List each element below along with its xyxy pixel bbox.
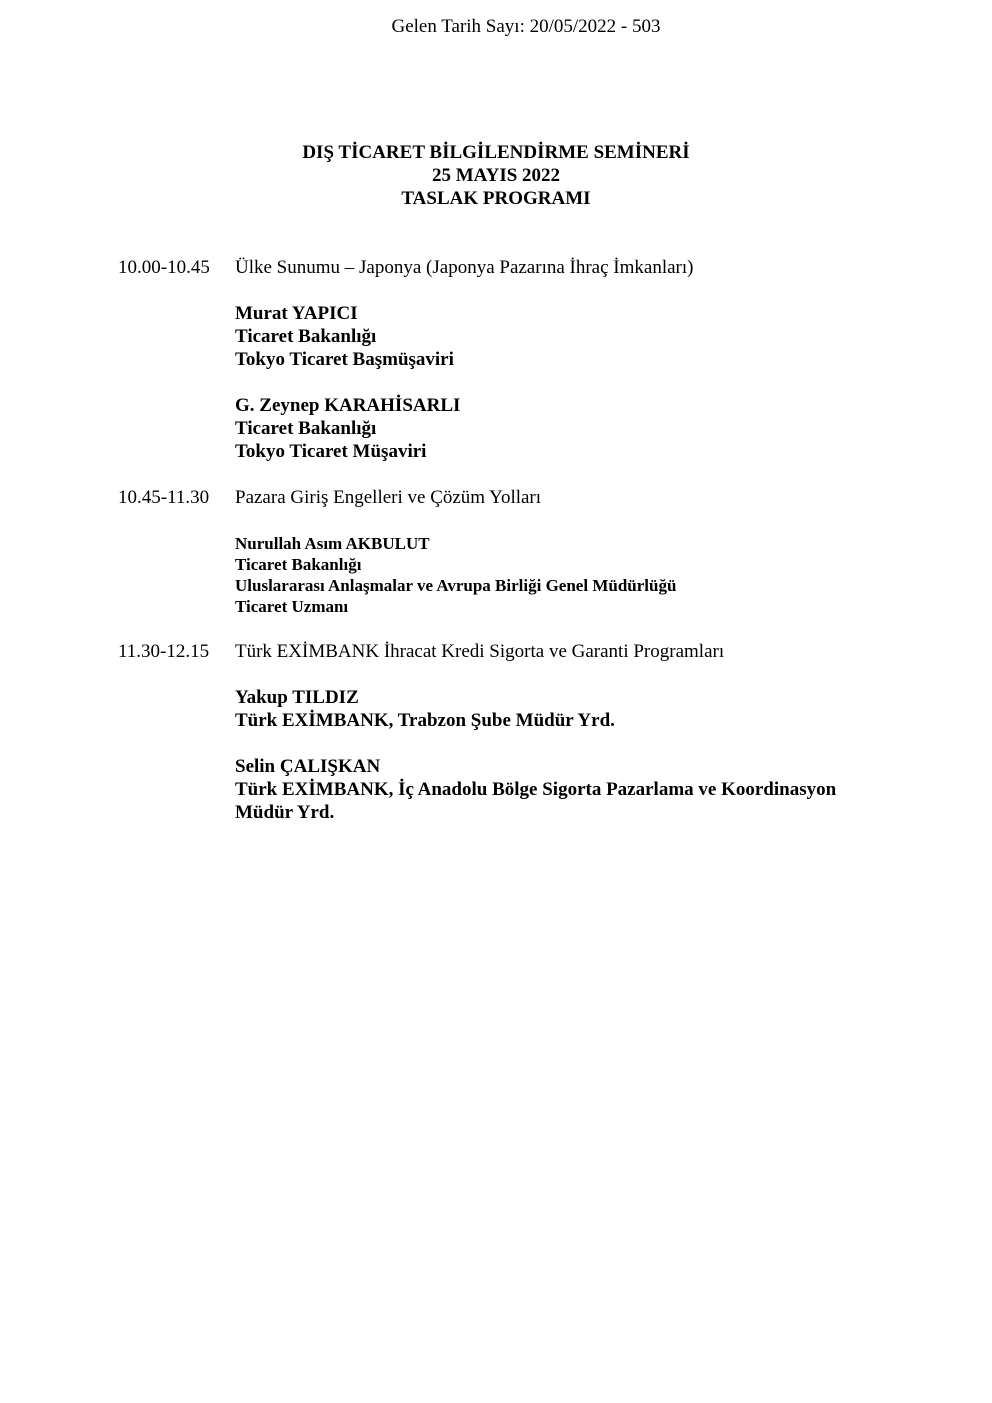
speaker-title: Tokyo Ticaret Başmüşaviri	[235, 349, 454, 370]
speaker-title: Ticaret Uzmanı	[235, 597, 349, 616]
speaker-name: Murat YAPICI	[235, 303, 358, 324]
speaker-org: Ticaret Bakanlığı	[235, 555, 362, 574]
speaker-block	[235, 686, 615, 732]
speaker-org: Ticaret Bakanlığı	[235, 326, 377, 347]
speaker-block	[235, 533, 676, 617]
speaker-title: Tokyo Ticaret Müşaviri	[235, 441, 427, 462]
title-line-program: TASLAK PROGRAMI	[401, 188, 591, 209]
speaker-title: Türk EXİMBANK, Trabzon Şube Müdür Yrd.	[235, 710, 615, 731]
received-date-stamp: Gelen Tarih Sayı: 20/05/2022 - 503	[391, 16, 661, 37]
speaker-department: Uluslararası Anlaşmalar ve Avrupa Birliği Genel Müdürlüğü	[235, 576, 677, 595]
session-topic: Türk EXİMBANK İhracat Kredi Sigorta ve Garanti Programları	[235, 641, 725, 662]
speaker-block	[235, 755, 836, 824]
speaker-name: Selin ÇALIŞKAN	[235, 756, 381, 777]
session-topic: Ülke Sunumu – Japonya (Japonya Pazarına İhraç İmkanları)	[235, 257, 694, 278]
speaker-name: Yakup TILDIZ	[235, 687, 359, 708]
speaker-block	[235, 394, 460, 463]
session-time: 11.30-12.15	[118, 641, 210, 662]
speaker-title: Türk EXİMBANK, İç Anadolu Bölge Sigorta Pazarlama ve Koordinasyon	[235, 779, 837, 800]
speaker-name: G. Zeynep KARAHİSARLI	[235, 395, 461, 416]
speaker-title-cont: Müdür Yrd.	[235, 802, 335, 823]
title-line-date: 25 MAYIS 2022	[431, 165, 561, 186]
session-time: 10.45-11.30	[118, 487, 210, 508]
session-time: 10.00-10.45	[118, 257, 210, 278]
speaker-org: Ticaret Bakanlığı	[235, 418, 377, 439]
speaker-block	[235, 302, 454, 371]
title-line-seminar: DIŞ TİCARET BİLGİLENDİRME SEMİNERİ	[302, 142, 690, 163]
speaker-name: Nurullah Asım AKBULUT	[235, 534, 430, 553]
session-topic: Pazara Giriş Engelleri ve Çözüm Yolları	[235, 487, 542, 508]
document-title	[0, 141, 992, 210]
